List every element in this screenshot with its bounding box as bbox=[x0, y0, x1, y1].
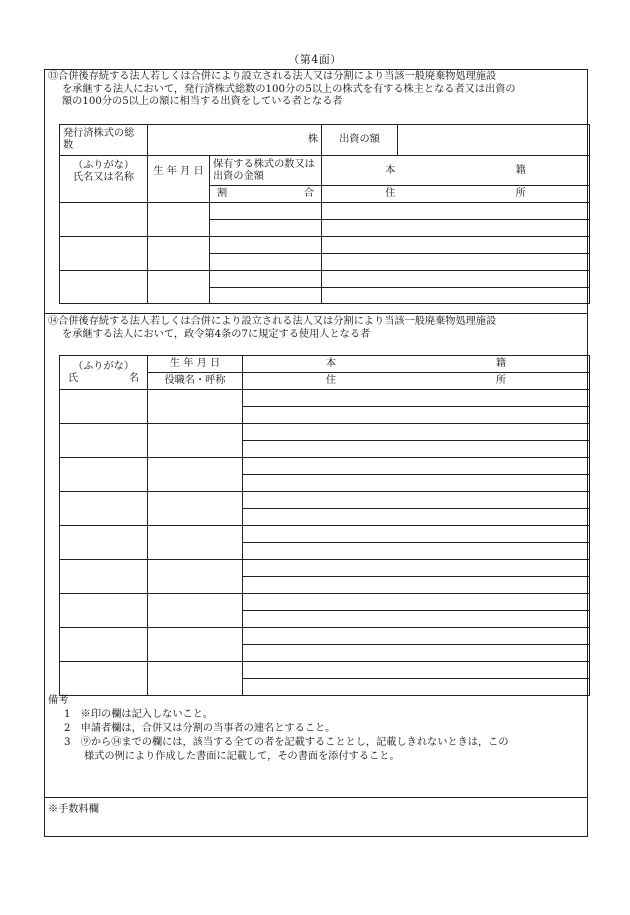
investment-field[interactable] bbox=[398, 125, 590, 156]
position-header: 役職名・呼称 bbox=[148, 373, 243, 390]
remarks-item-continuation: 様式の例により作成した書面に記載して，その書面を添付すること。 bbox=[84, 751, 400, 762]
address-left: 住 bbox=[325, 375, 337, 386]
address-header bbox=[243, 373, 590, 390]
address-left: 住 bbox=[385, 188, 396, 199]
furigana-label: （ふりがな） bbox=[72, 360, 135, 372]
shares-unit: 株 bbox=[307, 134, 318, 145]
address-cell[interactable] bbox=[243, 645, 590, 662]
name-cell[interactable] bbox=[60, 390, 148, 424]
name-cell[interactable] bbox=[60, 560, 148, 594]
address-right: 所 bbox=[515, 188, 526, 199]
name-label: 氏名又は名称 bbox=[72, 172, 135, 183]
fee-divider bbox=[45, 797, 587, 798]
address-cell[interactable] bbox=[243, 407, 590, 424]
investment-label: 出資の額 bbox=[322, 125, 398, 156]
holding-cell[interactable] bbox=[210, 203, 322, 220]
remarks-item: 3 ⑨から⑭までの欄には，該当する全ての者を記載することとし，記載しきれないときは，この bbox=[64, 737, 509, 748]
ratio-cell[interactable] bbox=[210, 254, 322, 271]
address-right: 所 bbox=[495, 375, 507, 386]
honseki-cell[interactable] bbox=[243, 628, 590, 645]
honseki-cell[interactable] bbox=[322, 237, 590, 254]
address-cell[interactable] bbox=[322, 288, 590, 304]
remarks bbox=[48, 694, 578, 764]
honseki-cell[interactable] bbox=[243, 424, 590, 441]
section-13-line: を承継する法人において，発行済株式総数の100分の5以上の株式を有する株主となる者又は出資の bbox=[62, 83, 516, 95]
birth-position-cell[interactable] bbox=[148, 390, 243, 424]
birth-position-cell[interactable] bbox=[148, 662, 243, 696]
birth-position-cell[interactable] bbox=[148, 594, 243, 628]
birth-position-cell[interactable] bbox=[148, 628, 243, 662]
address-cell[interactable] bbox=[243, 577, 590, 594]
section-14 bbox=[45, 315, 587, 341]
honseki-cell[interactable] bbox=[243, 390, 590, 407]
ratio-right: 合 bbox=[303, 188, 314, 199]
address-cell[interactable] bbox=[243, 543, 590, 560]
address-cell[interactable] bbox=[322, 254, 590, 271]
honseki-right: 籍 bbox=[495, 358, 507, 369]
honseki-cell[interactable] bbox=[322, 271, 590, 288]
holding-cell[interactable] bbox=[210, 271, 322, 288]
name-cell[interactable] bbox=[60, 662, 148, 696]
section-14-line: ⑭合併後存続する法人若しくは合併により設立される法人又は分割により当該一般廃棄物処理施設 bbox=[48, 316, 497, 327]
birth-position-cell[interactable] bbox=[148, 492, 243, 526]
birth-cell[interactable] bbox=[148, 203, 210, 237]
address-header bbox=[322, 186, 590, 203]
address-cell[interactable] bbox=[243, 679, 590, 696]
birth-position-cell[interactable] bbox=[148, 458, 243, 492]
honseki-cell[interactable] bbox=[322, 203, 590, 220]
remarks-title: 備考 bbox=[48, 695, 69, 706]
honseki-cell[interactable] bbox=[243, 458, 590, 475]
address-cell[interactable] bbox=[243, 611, 590, 628]
birth-cell[interactable] bbox=[148, 271, 210, 304]
furigana-label: （ふりがな） bbox=[72, 160, 135, 171]
honseki-cell[interactable] bbox=[243, 526, 590, 543]
honseki-cell[interactable] bbox=[243, 594, 590, 611]
birth-position-cell[interactable] bbox=[148, 424, 243, 458]
name-cell[interactable] bbox=[60, 628, 148, 662]
ratio-header bbox=[210, 186, 322, 203]
birth-header: 生 年 月 日 bbox=[148, 156, 210, 203]
section-13-line: 額の100分の5以上の額に相当する出資をしている者となる者 bbox=[62, 96, 343, 107]
honseki-cell[interactable] bbox=[243, 492, 590, 509]
ratio-left: 割 bbox=[217, 188, 228, 199]
ratio-cell[interactable] bbox=[210, 288, 322, 304]
name-cell[interactable] bbox=[60, 594, 148, 628]
remarks-item: 1 ※印の欄は記入しないこと。 bbox=[64, 709, 214, 720]
fee-label: ※手数料欄 bbox=[48, 804, 99, 815]
section-13-table bbox=[59, 124, 590, 304]
honseki-left: 本 bbox=[325, 358, 337, 369]
honseki-cell[interactable] bbox=[243, 662, 590, 679]
section-14-heading bbox=[45, 315, 587, 341]
name-label-left: 氏 bbox=[68, 372, 79, 384]
birth-position-cell[interactable] bbox=[148, 526, 243, 560]
name-cell[interactable] bbox=[60, 424, 148, 458]
name-header bbox=[60, 356, 148, 390]
honseki-cell[interactable] bbox=[243, 560, 590, 577]
name-header bbox=[60, 156, 148, 203]
honseki-header bbox=[243, 356, 590, 373]
remarks-item: 2 申請者欄は，合併又は分割の当事者の連名とすること。 bbox=[64, 723, 336, 734]
name-cell[interactable] bbox=[60, 526, 148, 560]
name-label-right: 名 bbox=[128, 372, 139, 384]
form-frame bbox=[44, 69, 588, 837]
section-13-heading bbox=[45, 70, 587, 109]
address-cell[interactable] bbox=[243, 509, 590, 526]
name-cell[interactable] bbox=[60, 458, 148, 492]
total-shares-label: 発行済株式の総数 bbox=[60, 125, 148, 156]
birth-cell[interactable] bbox=[148, 237, 210, 271]
birth-header: 生 年 月 日 bbox=[148, 356, 243, 373]
ratio-cell[interactable] bbox=[210, 220, 322, 237]
page-title: （第4面） bbox=[288, 53, 342, 66]
honseki-right: 籍 bbox=[515, 164, 526, 176]
total-shares-field[interactable] bbox=[148, 125, 322, 156]
name-cell[interactable] bbox=[60, 271, 148, 304]
section-14-table bbox=[59, 355, 590, 696]
name-cell[interactable] bbox=[60, 237, 148, 271]
address-cell[interactable] bbox=[322, 220, 590, 237]
section-divider bbox=[45, 313, 587, 314]
name-cell[interactable] bbox=[60, 203, 148, 237]
section-14-line: を承継する法人において，政令第4条の7に規定する使用人となる者 bbox=[62, 328, 371, 340]
section-13 bbox=[45, 70, 587, 109]
name-cell[interactable] bbox=[60, 492, 148, 526]
holding-cell[interactable] bbox=[210, 237, 322, 254]
birth-position-cell[interactable] bbox=[148, 560, 243, 594]
honseki-left: 本 bbox=[385, 164, 396, 176]
section-13-line: ⑬合併後存続する法人若しくは合併により設立される法人又は分割により当該一般廃棄物処理施設 bbox=[48, 71, 497, 82]
address-cell[interactable] bbox=[243, 475, 590, 492]
address-cell[interactable] bbox=[243, 441, 590, 458]
honseki-header bbox=[322, 156, 590, 186]
holding-header: 保有する株式の数又は出資の金額 bbox=[210, 156, 322, 186]
